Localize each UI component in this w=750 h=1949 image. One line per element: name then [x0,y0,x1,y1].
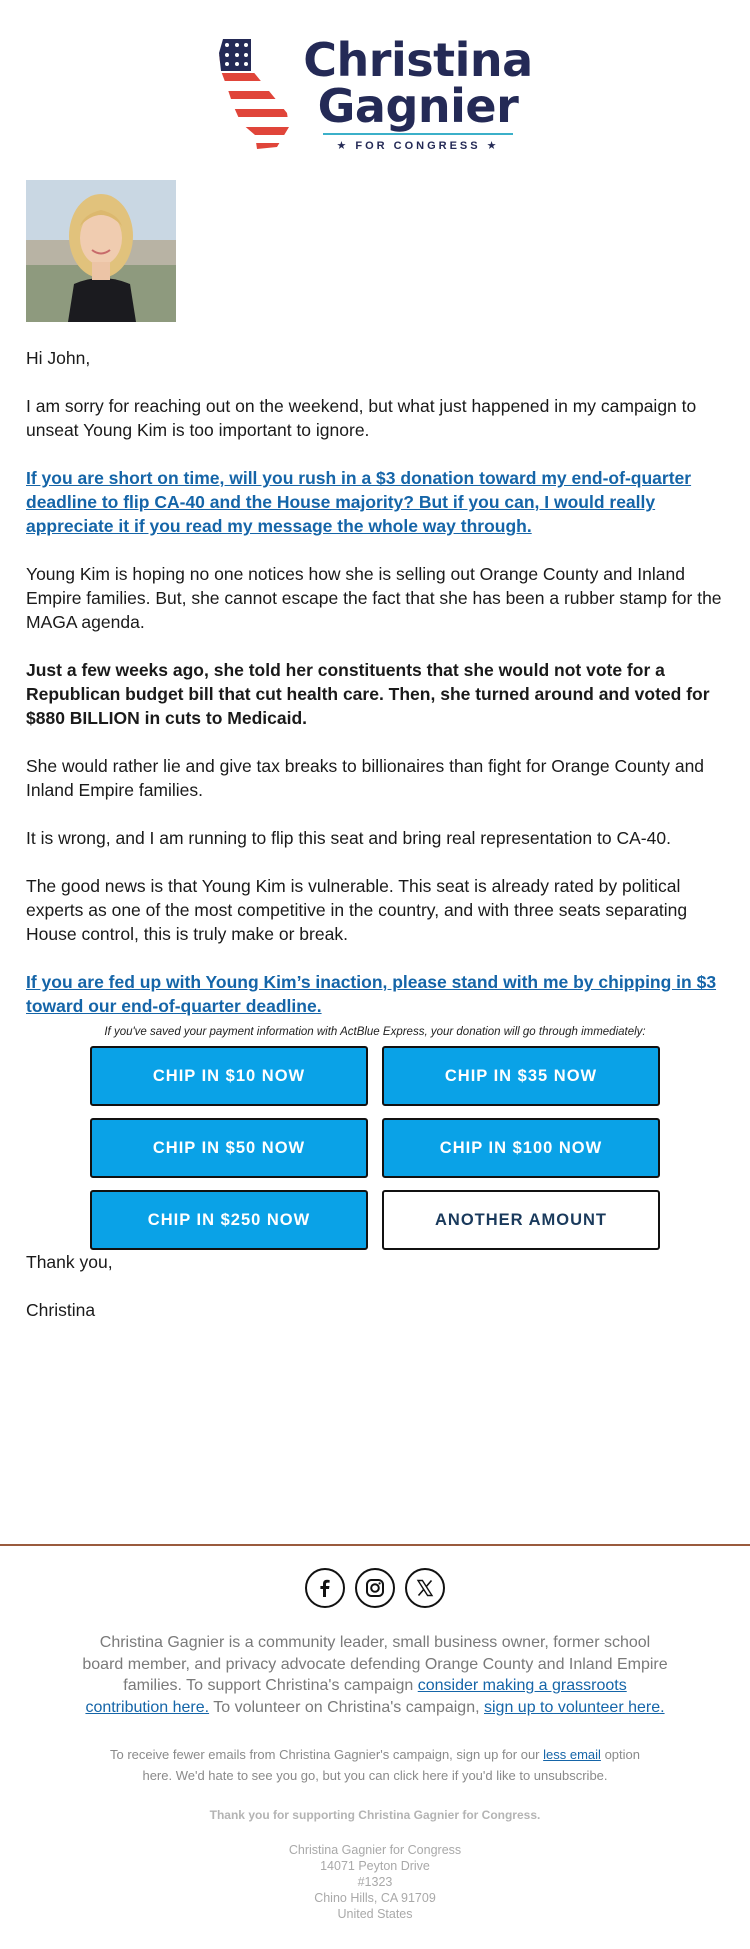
grassroots-contribution-link[interactable]: consider making a grassroots contribution here. [85,1677,627,1716]
another-amount-button[interactable]: ANOTHER AMOUNT [382,1190,660,1250]
california-flag-icon [217,35,295,153]
about-text: Christina Gagnier is a community leader, small business owner, former school board member, and privacy advocate defending Orange County and Inland Empire families. To support Christina's campaign [82,1634,668,1694]
social-links [0,1568,750,1608]
email-body [0,180,750,1322]
about-volunteer-text: To volunteer on Christina's campaign, [213,1698,480,1716]
unsubscribe-notice [95,1744,655,1786]
donation-buttons [90,1046,660,1250]
email-footer [0,1544,750,1922]
unsub-text-pre: To receive fewer emails from Christina Gagnier's campaign, sign up for our [110,1747,540,1762]
mailing-address [0,1842,750,1922]
donate-link-top[interactable]: If you are short on time, will you rush in a $3 donation toward my end-of-quarter deadline to flip CA-40 and the House majority? But if you can, I would really appreciate it if you read my message the whole way through. [26,468,692,536]
candidate-about [80,1632,670,1718]
less-email-link[interactable]: less email [543,1747,601,1762]
logo-divider [323,133,513,135]
chip-in-250-button[interactable]: CHIP IN $250 NOW [90,1190,368,1250]
candidate-portrait [26,180,176,322]
instagram-icon[interactable] [355,1568,395,1608]
logo-subtitle: ★ FOR CONGRESS ★ [336,139,500,152]
paragraph-selling-out: Young Kim is hoping no one notices how she is selling out Orange County and Inland Empire families. But, she cannot escape the fact that she has been a rubber stamp for the MAGA agenda. [26,564,722,632]
facebook-icon[interactable] [305,1568,345,1608]
address-line: Christina Gagnier for Congress [288,1843,462,1857]
chip-in-35-button[interactable]: CHIP IN $35 NOW [382,1046,660,1106]
chip-in-10-button[interactable]: CHIP IN $10 NOW [90,1046,368,1106]
logo-first-name: Christina [303,32,533,87]
paragraph-flip-seat: It is wrong, and I am running to flip this seat and bring real representation to CA-40. [26,828,671,848]
unsub-text-post: option here. We'd hate to see you go, but you can click here if you'd like to unsubscribe. [142,1747,640,1783]
actblue-express-note: If you've saved your payment information with ActBlue Express, your donation will go through immediately: [104,1026,646,1038]
chip-in-50-button[interactable]: CHIP IN $50 NOW [90,1118,368,1178]
paragraph-billionaires: She would rather lie and give tax breaks to billionaires than fight for Orange County and Inland Empire families. [26,756,705,800]
address-line: 14071 Peyton Drive [320,1859,430,1873]
closing: Thank you, [26,1252,113,1272]
campaign-logo [0,0,750,158]
signature: Christina [26,1300,96,1320]
chip-in-100-button[interactable]: CHIP IN $100 NOW [382,1118,660,1178]
paragraph-intro: I am sorry for reaching out on the weekend, but what just happened in my campaign to unseat Young Kim is too important to ignore. [26,396,697,440]
paragraph-medicaid: Just a few weeks ago, she told her constituents that she would not vote for a Republican budget bill that cut health care. Then, she turned around and voted for $880 BILLION in cuts to Medicaid. [26,660,710,728]
footer-thanks: Thank you for supporting Christina Gagnier for Congress. [209,1808,541,1822]
address-line: United States [337,1907,413,1921]
greeting: Hi John, [26,348,91,368]
paragraph-good-news: The good news is that Young Kim is vulnerable. This seat is already rated by political experts as one of the most competitive in the country, and with three seats separating House control, this is truly make or break. [26,876,688,944]
donate-link-bottom[interactable]: If you are fed up with Young Kim’s inaction, please stand with me by chipping in $3 toward our end-of-quarter deadline. [26,972,717,1016]
x-twitter-icon[interactable] [405,1568,445,1608]
volunteer-signup-link[interactable]: sign up to volunteer here. [484,1698,665,1716]
address-line: Chino Hills, CA 91709 [314,1891,436,1905]
address-line: #1323 [357,1875,393,1889]
logo-last-name: Gagnier [317,78,519,133]
